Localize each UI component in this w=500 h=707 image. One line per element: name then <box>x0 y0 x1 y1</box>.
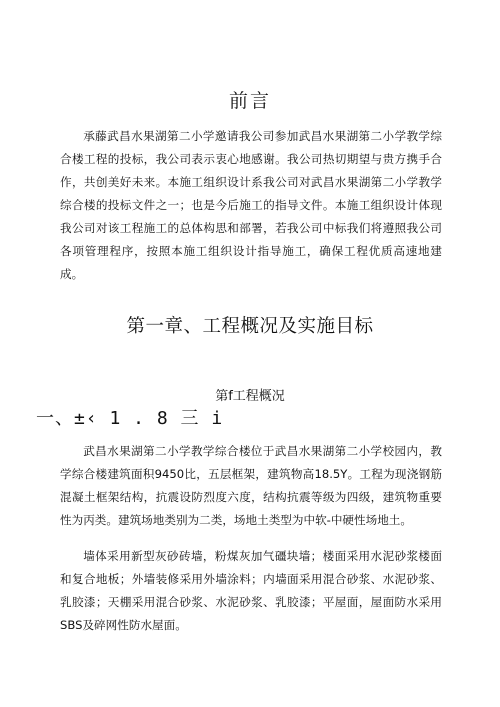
subsection-heading: 一、±‹ 1 . 8 三 i <box>36 408 224 429</box>
chapter-heading: 第一章、工程概况及实施目标 <box>126 316 374 337</box>
preface-paragraph: 承藤武昌水果湖第二小学邀请我公司参加武昌水果湖第二小学教学综合楼工程的投标，我公司表示衷心地感谢。我公司热切期望与贵方携手合作，共创美好未来。本施工组织设计系我公司对武昌水果湖第二小学教学综合楼的投标文件之一；也是今后施工的指导文件。本施工组织设计体现我公司对该工程施工的总体构思和部署，若我公司中标我们将遵照我公司各项管理程序，按照本施工组织设计指导施工，确保工程优质高速地建成。 <box>60 129 442 281</box>
preface-heading: 前言 <box>228 90 271 112</box>
overview-paragraph: 武昌水果湖第二小学教学综合楼位于武昌水果湖第二小学校园内，教学综合楼建筑面积9450比，五层框架，建筑物高18.5Y。工程为现浇钢筋混凝土框架结构，抗震设防烈度六度，结构抗震等级为四级，建筑物重要性为丙类。建筑场地类别为二类，场地土类型为中软-中硬性场地土。 <box>60 444 442 527</box>
materials-paragraph: 墙体采用新型灰砂砖墙，粉煤灰加气礓块墙；楼面采用水泥砂浆楼面和复合地板；外墙装修采用外墙涂料；内墙面采用混合砂浆、水泥砂浆、乳胶漆；天棚采用混合砂浆、水泥砂浆、乳胶漆；平屋面，屋面防水采用SBS及碎网性防水屋面。 <box>60 549 442 632</box>
section-heading: 第f工程概况 <box>215 389 285 404</box>
